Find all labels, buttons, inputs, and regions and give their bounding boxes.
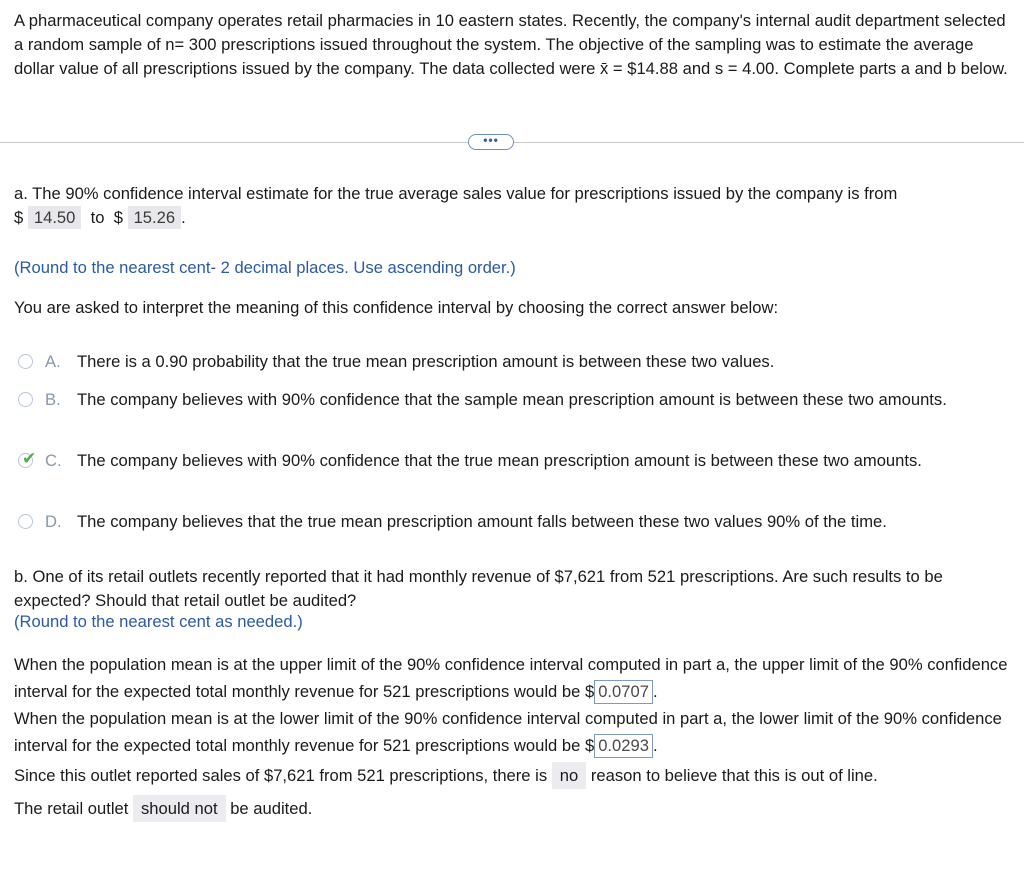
option-letter: D. [45,512,62,531]
period: . [652,682,658,701]
rounding-note-b: (Round to the nearest cent as needed.) [14,612,303,631]
audit-prefix: The retail outlet [14,799,129,818]
lower-revenue-sentence [14,705,1014,759]
problem-statement: A pharmaceutical company operates retail pharmacies in 10 eastern states. Recently, the company's internal audit department selected a random sample of n= 300 prescriptions issued throughout the system. The objective of the sampling was to estimate the average dollar value of all prescriptions issued by the company. The data collected were x̄ = $14.88 and s = 4.00. Complete parts a and b below. [14,11,1008,78]
lower-revenue-answer[interactable]: 0.0293 [594,734,653,758]
option-text: There is a 0.90 probability that the true mean prescription amount is between these two values. [77,352,775,371]
upper-revenue-sentence [14,651,1014,705]
part-a-question [14,182,1014,230]
radio-button-selected[interactable] [18,449,37,469]
lower-revenue-text: When the population mean is at the lower limit of the 90% confidence interval computed in part a, the lower limit of the 90% confidence interval for the expected total monthly revenue for 521 prescriptions would be $ [14,709,1002,755]
radio-button[interactable] [18,354,33,369]
option-a[interactable] [18,350,1010,374]
to-text: to [90,208,105,227]
reason-prefix: Since this outlet reported sales of $7,621 from 521 prescriptions, there is [14,766,548,785]
rounding-note-a: (Round to the nearest cent- 2 decimal places. Use ascending order.) [14,258,516,277]
ellipsis-icon: ••• [483,133,499,147]
lower-dollar-sign: $ [14,208,24,227]
end-period: . [181,208,186,227]
option-letter: A. [45,352,61,371]
option-b[interactable] [18,388,1010,412]
expand-more-button[interactable] [468,134,514,150]
upper-dollar-sign: $ [113,208,123,227]
reason-suffix: reason to believe that this is out of line. [590,766,878,785]
period: . [652,736,658,755]
interpret-prompt: You are asked to interpret the meaning of this confidence interval by choosing the correct answer below: [14,298,779,317]
option-c[interactable] [18,449,1010,473]
option-letter: B. [45,390,61,409]
upper-revenue-text: When the population mean is at the upper limit of the 90% confidence interval computed in part a, the upper limit of the 90% confidence interval for the expected total monthly revenue for 521 prescriptions would be $ [14,655,1008,701]
audit-suffix: be audited. [230,799,313,818]
audit-sentence [14,797,1014,821]
option-text: The company believes with 90% confidence that the true mean prescription amount is between these two amounts. [77,451,922,470]
reason-sentence [14,764,1014,788]
upper-limit-answer[interactable]: 15.26 [128,206,182,229]
checkmark-icon: ✔ [22,449,37,469]
option-letter: C. [45,451,62,470]
radio-button[interactable] [18,392,33,407]
part-a-prompt: a. The 90% confidence interval estimate for the true average sales value for prescriptions issued by the company is from [14,184,898,203]
upper-revenue-answer[interactable]: 0.0707 [594,680,653,704]
option-text: The company believes with 90% confidence that the sample mean prescription amount is between these two amounts. [77,390,947,409]
audit-answer[interactable]: should not [133,795,226,822]
part-b-prompt: b. One of its retail outlets recently reported that it had monthly revenue of $7,621 from 521 prescriptions. Are such results to be expected? Should that retail outlet be audited? [14,567,943,610]
option-text: The company believes that the true mean prescription amount falls between these two values 90% of the time. [77,512,887,531]
option-d[interactable] [18,510,1010,534]
lower-limit-answer[interactable]: 14.50 [28,206,82,229]
reason-answer[interactable]: no [552,762,586,789]
radio-button[interactable] [18,514,33,529]
